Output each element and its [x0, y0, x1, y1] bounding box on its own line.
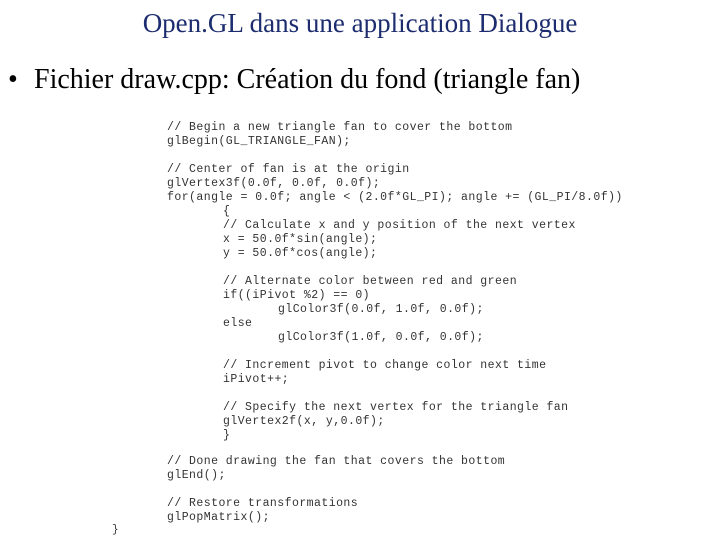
- code-line: glBegin(GL_TRIANGLE_FAN);: [167, 135, 351, 148]
- code-line: // Specify the next vertex for the triangle fan: [223, 401, 569, 414]
- code-line: // Calculate x and y position of the next vertex: [223, 219, 576, 232]
- bullet-item: [8, 64, 580, 96]
- code-line: glVertex2f(x, y,0.0f);: [223, 415, 385, 428]
- code-line: iPivot++;: [223, 373, 290, 386]
- bullet-icon: •: [8, 64, 18, 95]
- code-line: glPopMatrix();: [167, 511, 270, 524]
- code-line: }: [223, 429, 231, 442]
- closing-brace: }: [112, 524, 119, 536]
- code-line: glVertex3f(0.0f, 0.0f, 0.0f);: [167, 177, 381, 190]
- code-line: // Done drawing the fan that covers the bottom: [167, 455, 506, 468]
- code-line: // Restore transformations: [167, 497, 359, 510]
- code-line: glColor3f(1.0f, 0.0f, 0.0f);: [278, 331, 484, 344]
- code-line: // Begin a new triangle fan to cover the bottom: [167, 121, 513, 134]
- code-line: glColor3f(0.0f, 1.0f, 0.0f);: [278, 303, 484, 316]
- code-line: {: [223, 205, 231, 218]
- code-line: for(angle = 0.0f; angle < (2.0f*GL_PI); angle += (GL_PI/8.0f)): [167, 191, 623, 204]
- code-line: if((iPivot %2) == 0): [223, 289, 371, 302]
- code-line: // Center of fan is at the origin: [167, 163, 410, 176]
- code-line: x = 50.0f*sin(angle);: [223, 233, 378, 246]
- code-line: // Increment pivot to change color next time: [223, 359, 547, 372]
- code-line: glEnd();: [167, 469, 226, 482]
- slide-title: Open.GL dans une application Dialogue: [142, 8, 578, 38]
- code-line: else: [223, 317, 253, 330]
- code-line: // Alternate color between red and green: [223, 275, 518, 288]
- code-line: y = 50.0f*cos(angle);: [223, 247, 378, 260]
- bullet-text: Fichier draw.cpp: Création du fond (triangle fan): [34, 64, 581, 95]
